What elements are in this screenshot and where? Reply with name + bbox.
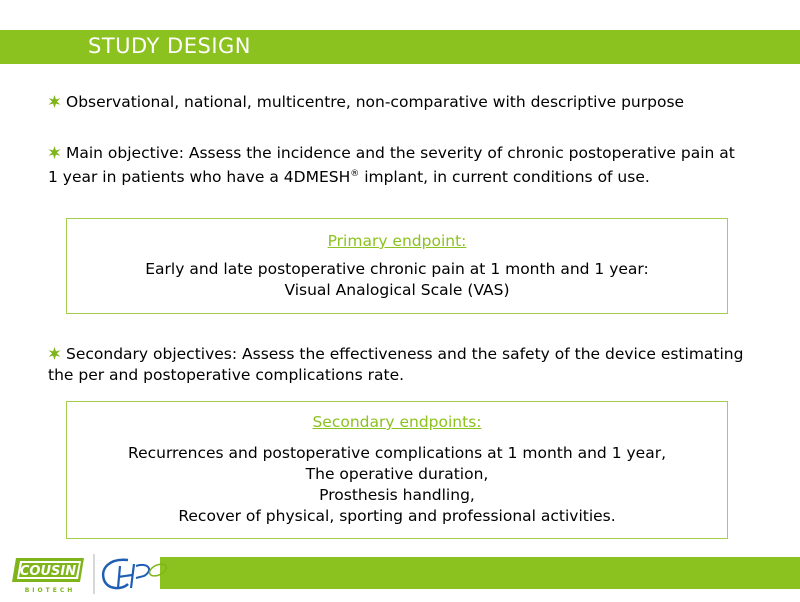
bullet-star-icon	[48, 95, 61, 108]
cousin-logo-text: COUSIN	[19, 564, 77, 579]
primary-endpoint-line: Early and late postoperative chronic pain at 1 month and 1 year:	[145, 260, 649, 278]
footer-logos	[8, 548, 178, 598]
secondary-endpoint-line: Recurrences and postoperative complications at 1 month and 1 year,	[128, 444, 666, 462]
secondary-endpoint-line: Recover of physical, sporting and professional activities.	[178, 507, 616, 525]
bullet-item-main-objective	[48, 143, 748, 188]
secondary-endpoint-line: The operative duration,	[305, 465, 489, 483]
title-bar	[0, 30, 800, 64]
primary-endpoint-box	[66, 218, 728, 314]
registered-mark: ®	[350, 169, 360, 179]
bullet-text: Main objective: Assess the incidence and the severity of chronic postoperative pain at 1 year in patients who have a 4DMESH	[48, 144, 735, 187]
bullet-item-secondary-objectives	[48, 344, 748, 386]
page-title: STUDY DESIGN	[88, 34, 251, 58]
secondary-endpoints-box	[66, 401, 728, 539]
primary-endpoint-line: Visual Analogical Scale (VAS)	[284, 281, 510, 299]
secondary-endpoint-line: Prosthesis handling,	[319, 486, 475, 504]
bullet-item-design	[48, 92, 748, 113]
bullet-star-icon	[48, 347, 61, 360]
biotech-logo-text: BIOTECH	[24, 587, 76, 594]
bullet-text: Observational, national, multicentre, non-comparative with descriptive purpose	[66, 93, 685, 111]
bullet-star-icon	[48, 146, 61, 159]
bullet-text: Secondary objectives: Assess the effectiveness and the safety of the device estimating the per and postoperative complications rate.	[48, 345, 744, 384]
secondary-endpoints-title: Secondary endpoints:	[312, 413, 482, 431]
bullet-text-cont: implant, in current conditions of use.	[359, 168, 650, 187]
primary-endpoint-title: Primary endpoint:	[327, 232, 467, 250]
footer-bar	[160, 557, 800, 589]
cousin-biotech-logo	[8, 548, 178, 598]
